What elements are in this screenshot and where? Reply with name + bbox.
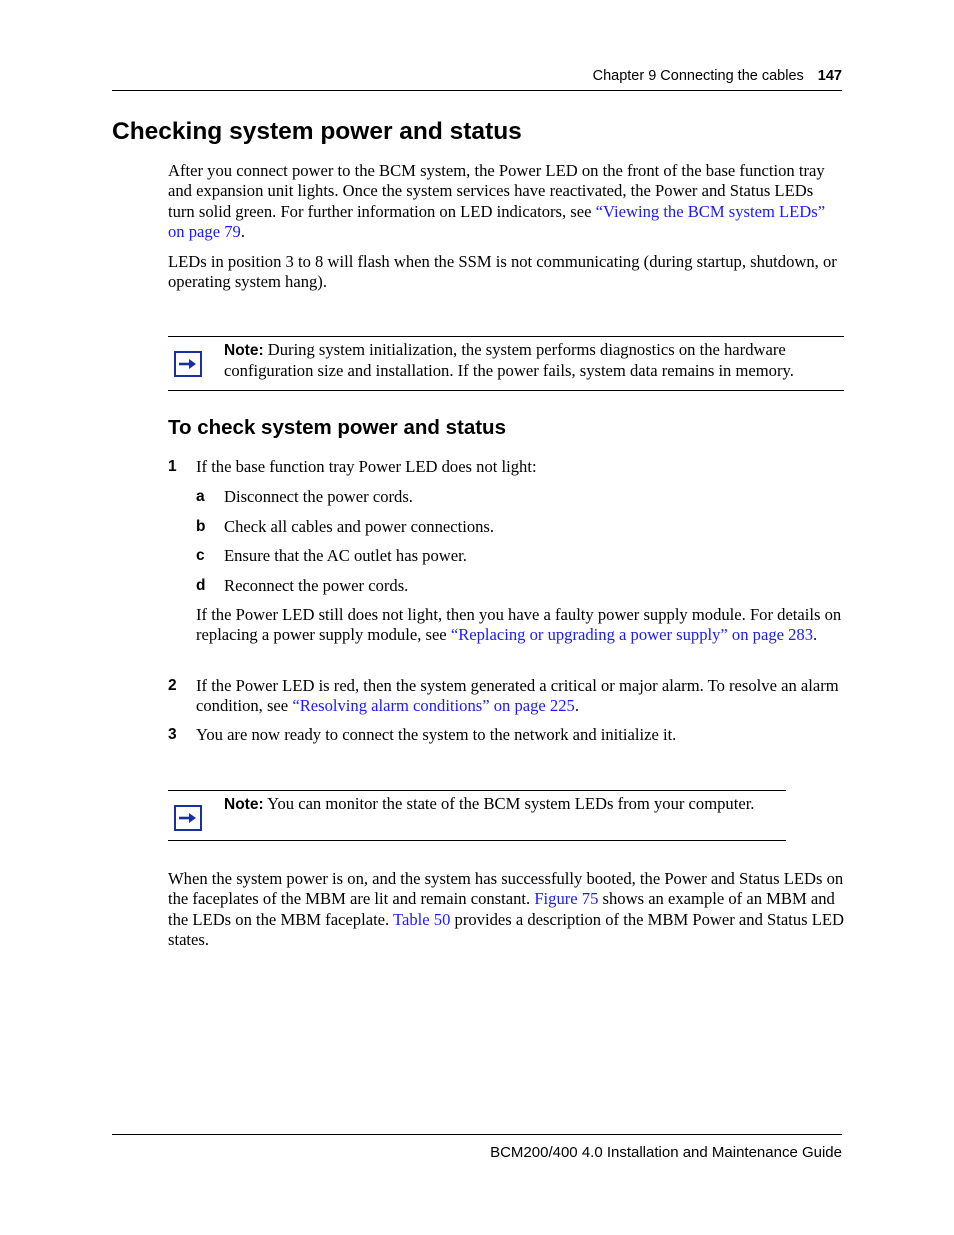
substep-text: Disconnect the power cords. [224,487,413,506]
intro-paragraph-1: After you connect power to the BCM system, the Power LED on the front of the base function tray and expansion unit lights. Once the system services have reactivated, the Power and Status LEDs turn solid green. For further information on LED indicators, see “Viewing the BCM system LEDs” on page 79. [168,161,826,241]
substep-letter: c [196,547,205,564]
substep-text: Check all cables and power connections. [224,517,495,536]
note-arrow-icon [174,351,202,377]
step1-followup: If the Power LED still does not light, then you have a faulty power supply module. For details on replacing a power supply module, see “Replacing or upgrading a power supply” on page 283. [196,605,842,645]
procedure-title: To check system power and status [168,416,506,439]
note2-top-rule [168,790,786,791]
substep-letter: a [196,488,205,505]
chapter-title: Chapter 9 Connecting the cables [592,68,804,84]
step-text: If the base function tray Power LED does not light: [196,457,537,476]
step-number: 3 [168,726,177,743]
intro-paragraph-2: LEDs in position 3 to 8 will flash when the SSM is not communicating (during startup, shutdown, or operating system hang). [168,252,837,292]
link-replacing-power-supply[interactable]: “Replacing or upgrading a power supply” on page 283 [450,625,814,645]
substep-letter: d [196,577,206,594]
link-figure-75[interactable]: Figure 75 [534,889,599,909]
note1-bottom-rule [168,390,844,391]
header-rule [112,90,842,91]
running-header [593,68,842,84]
step-text: If the Power LED is red, then the system generated a critical or major alarm. To resolve an alarm condition, see “Resolving alarm conditions” on page 225. [196,676,839,716]
note1-top-rule [168,336,844,337]
closing-paragraph: When the system power is on, and the system has successfully booted, the Power and Status LEDs on the faceplates of the MBM are lit and remain constant. Figure 75 shows an example of an MBM and the LEDs on the MBM faceplate. Table 50 provides a description of the MBM Power and Status LED states. [168,869,844,949]
step-text: You are now ready to connect the system to the network and initialize it. [196,725,677,744]
note2-bottom-rule [168,840,786,841]
footer-rule [112,1134,842,1135]
footer-guide-title: BCM200/400 4.0 Installation and Maintenance Guide [490,1144,842,1161]
note2-text: Note: You can monitor the state of the BCM system LEDs from your computer. [224,794,755,813]
step-number: 2 [168,677,177,694]
substep-text: Reconnect the power cords. [224,576,409,595]
note1-text: Note: During system initialization, the system performs diagnostics on the hardware configuration size and installation. If the power fails, system data remains in memory. [224,340,794,381]
link-viewing-leds[interactable]: “Viewing the BCM system LEDs” on page 79 [168,201,826,241]
substep-letter: b [196,518,206,535]
link-resolving-alarms[interactable]: “Resolving alarm conditions” on page 225 [292,696,575,716]
link-table-50[interactable]: Table 50 [393,909,451,929]
section-title: Checking system power and status [112,118,522,145]
substep-text: Ensure that the AC outlet has power. [224,546,467,565]
page-number: 147 [817,68,842,84]
note-arrow-icon [174,805,202,831]
step-number: 1 [168,458,177,475]
